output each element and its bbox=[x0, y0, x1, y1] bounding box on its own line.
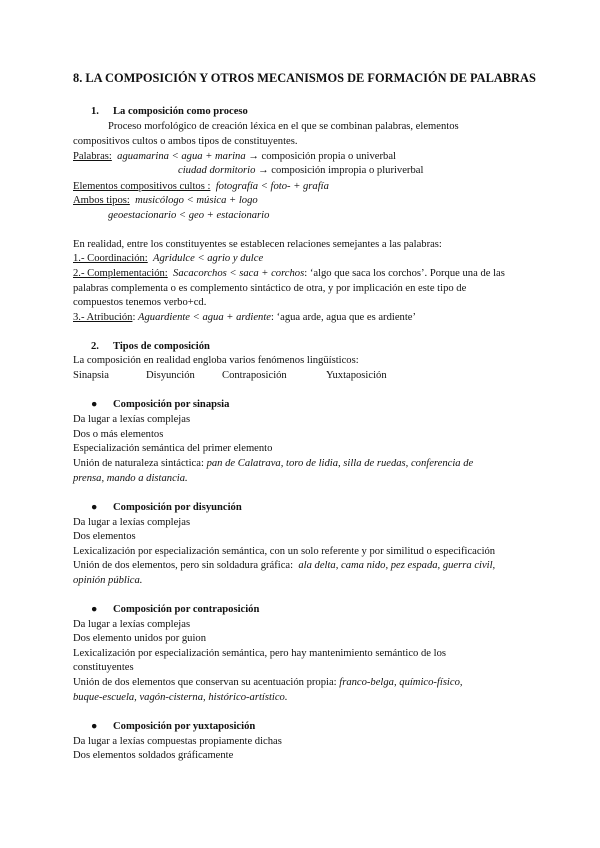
section-2-heading bbox=[91, 340, 210, 353]
type-sinapsia: Sinapsia bbox=[73, 370, 109, 381]
ambos-example-2: geoestacionario < geo + estacionario bbox=[108, 210, 270, 221]
disyuncion-line-4-text: Unión de dos elementos, pero sin soldadura gráfica: bbox=[73, 560, 294, 571]
definition-line-2: compositivos cultos o ambos tipos de constituyentes. bbox=[73, 136, 298, 147]
bullet-icon: ● bbox=[91, 721, 98, 732]
contraposicion-line-5 bbox=[73, 676, 463, 689]
contraposicion-line-3: Lexicalización por especialización semántica, pero hay mantenimiento semántico de los bbox=[73, 648, 446, 659]
disyuncion-line-1: Da lugar a lexías complejas bbox=[73, 517, 191, 528]
palabras-label: Palabras: bbox=[73, 151, 112, 162]
coordination-label: 1.- Coordinación: bbox=[73, 253, 148, 264]
palabras-line-2 bbox=[178, 164, 423, 177]
cultos-example: fotografía < foto- + grafía bbox=[215, 181, 329, 192]
sinapsia-title: Composición por sinapsia bbox=[113, 399, 230, 410]
yuxtaposicion-line-2: Dos elementos soldados gráficamente bbox=[73, 750, 234, 761]
ambos-line bbox=[73, 194, 258, 207]
contraposicion-line-1: Da lugar a lexías complejas bbox=[73, 619, 191, 630]
disyuncion-line-5: opinión pública. bbox=[73, 575, 143, 586]
palabras-example-2: ciudad dormitorio bbox=[178, 165, 256, 176]
complementation-line bbox=[73, 267, 505, 280]
complementation-line-2: palabras complementa o es complemento sintáctico de otra, y por implicación en este tipo de bbox=[73, 283, 467, 294]
ambos-label: Ambos tipos: bbox=[73, 195, 130, 206]
contraposicion-line-5-text: Unión de dos elementos que conservan su acentuación propia: bbox=[73, 677, 337, 688]
yuxtaposicion-heading bbox=[91, 720, 255, 733]
section-2-intro: La composición en realidad engloba varios fenómenos lingüísticos: bbox=[73, 355, 359, 366]
coordination-example: Agridulce < agrio y dulce bbox=[153, 253, 264, 264]
sinapsia-line-4-text: Unión de naturaleza sintáctica: bbox=[73, 458, 204, 469]
contraposicion-examples: franco-belga, químico-físico, bbox=[339, 677, 463, 688]
type-disyuncion: Disyunción bbox=[146, 370, 195, 381]
section-1-title: La composición como proceso bbox=[112, 106, 248, 117]
disyuncion-title: Composición por disyunción bbox=[113, 502, 242, 513]
contraposicion-line-4: constituyentes bbox=[73, 662, 134, 673]
bullet-icon: ● bbox=[91, 399, 98, 410]
contraposicion-line-2: Dos elemento unidos por guion bbox=[73, 633, 206, 644]
palabras-result-2: → composición impropia o pluriverbal bbox=[255, 165, 424, 176]
cultos-label: Elementos compositivos cultos : bbox=[73, 181, 211, 192]
palabras-example-1: aguamarina < agua + marina bbox=[117, 151, 246, 162]
contraposicion-heading bbox=[91, 603, 259, 616]
section-2-title: Tipos de composición bbox=[112, 341, 210, 352]
sinapsia-examples: pan de Calatrava, toro de lidia, silla de ruedas, conferencia de bbox=[206, 458, 474, 469]
cultos-line bbox=[73, 180, 329, 193]
disyuncion-line-3: Lexicalización por especialización semántica, con un solo referente y por similitud o especificación bbox=[73, 546, 496, 557]
complementation-line-3: compuestos tenemos verbo+cd. bbox=[73, 297, 207, 308]
yuxtaposicion-line-1: Da lugar a lexías compuestas propiamente dichas bbox=[73, 736, 282, 747]
attribution-rest: : ‘agua arde, agua que es ardiente’ bbox=[271, 312, 416, 323]
disyuncion-heading bbox=[91, 501, 242, 514]
contraposicion-line-6: buque-escuela, vagón-cisterna, histórico-artístico. bbox=[73, 692, 288, 703]
sinapsia-line-1: Da lugar a lexías complejas bbox=[73, 414, 191, 425]
sinapsia-line-4 bbox=[73, 457, 473, 470]
complementation-label: 2.- Complementación: bbox=[73, 268, 168, 279]
attribution-example: Aguardiente < agua + ardiente bbox=[138, 312, 271, 323]
complementation-rest: : ‘algo que saca los corchos’. Porque una de las bbox=[304, 268, 505, 279]
sinapsia-line-3: Especialización semántica del primer elemento bbox=[73, 443, 273, 454]
sinapsia-line-5: prensa, mando a distancia. bbox=[73, 473, 188, 484]
disyuncion-line-4 bbox=[73, 559, 495, 572]
type-yuxtaposicion: Yuxtaposición bbox=[326, 370, 387, 381]
bullet-icon: ● bbox=[91, 604, 98, 615]
yuxtaposicion-title: Composición por yuxtaposición bbox=[113, 721, 256, 732]
relations-intro: En realidad, entre los constituyentes se establecen relaciones semejantes a las palabras: bbox=[73, 239, 442, 250]
section-1-heading bbox=[91, 105, 248, 118]
page-title: 8. LA COMPOSICIÓN Y OTROS MECANISMOS DE FORMACIÓN DE PALABRAS bbox=[73, 71, 536, 85]
section-2-number: 2. bbox=[91, 341, 99, 352]
complementation-example: Sacacorchos < saca + corchos bbox=[173, 268, 305, 279]
coordination-line bbox=[73, 252, 263, 265]
sinapsia-heading bbox=[91, 398, 229, 411]
bullet-icon: ● bbox=[91, 502, 98, 513]
section-1-number: 1. bbox=[91, 106, 99, 117]
disyuncion-examples: ala delta, cama nido, pez espada, guerra civil, bbox=[298, 560, 496, 571]
attribution-label: 3.- Atribución bbox=[73, 312, 133, 323]
definition-line-1: Proceso morfológico de creación léxica en el que se combinan palabras, elementos bbox=[108, 121, 459, 132]
palabras-line bbox=[73, 150, 396, 163]
sinapsia-line-2: Dos o más elementos bbox=[73, 429, 164, 440]
type-contraposicion: Contraposición bbox=[222, 370, 287, 381]
palabras-result-1: → composición propia o univerbal bbox=[245, 151, 396, 162]
ambos-example-1: musicólogo < música + logo bbox=[135, 195, 258, 206]
disyuncion-line-2: Dos elementos bbox=[73, 531, 136, 542]
attribution-line: 3.- Atribución: Aguardiente < agua + ardiente: ‘agua arde, agua que es ardiente’ bbox=[73, 312, 416, 323]
contraposicion-title: Composición por contraposición bbox=[113, 604, 260, 615]
